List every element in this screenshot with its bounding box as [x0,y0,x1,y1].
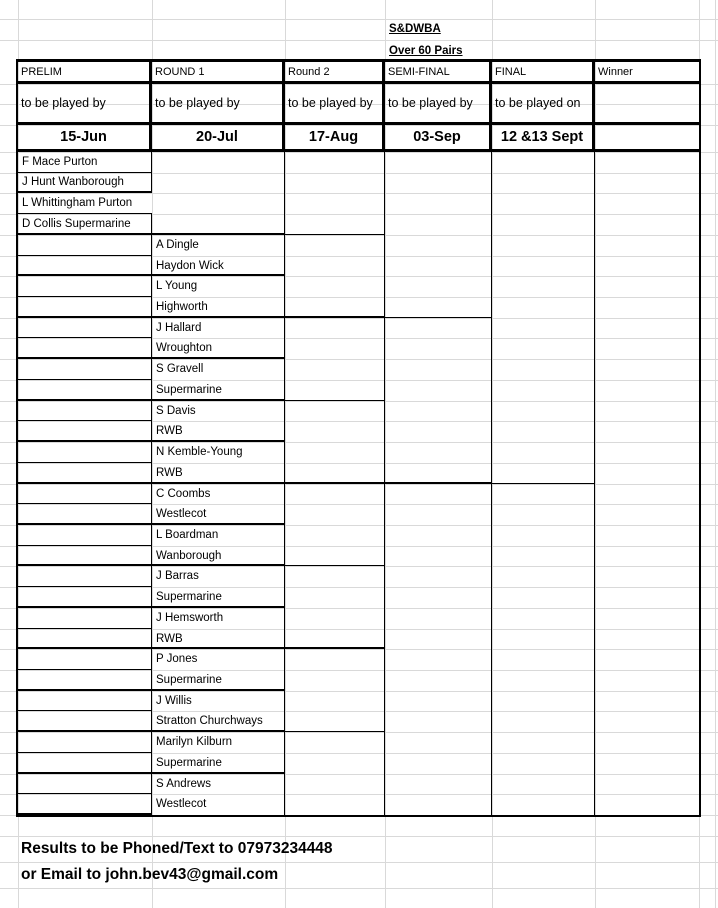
col-header-semi-final[interactable]: SEMI-FINAL [385,62,492,84]
round2-slot-2[interactable] [285,235,385,318]
prelim-empty-cell[interactable] [18,484,152,505]
round1-team-club: Highworth [156,301,208,314]
col-subheader-winner[interactable] [595,84,699,125]
col-date-round1[interactable]: 20-Jul [152,125,285,152]
prelim-empty-cell[interactable] [18,670,152,691]
col-header-prelim[interactable]: PRELIM [18,62,152,84]
round1-team-club: Westlecot [156,798,207,811]
col-date-prelim[interactable]: 15-Jun [18,125,152,152]
gridline [0,888,718,889]
round2-slot-3[interactable] [285,318,385,401]
round1-team-7[interactable] [152,484,285,525]
round2-slot-7[interactable] [285,649,385,732]
round1-team-13[interactable] [152,732,285,773]
prelim-empty-cell[interactable] [18,256,152,277]
col-date-round2[interactable]: 17-Aug [285,125,385,152]
round1-team-10[interactable] [152,608,285,649]
round1-team-name: N Kemble-Young [156,446,243,459]
round2-slot-5[interactable] [285,484,385,567]
round1-team-name: S Gravell [156,363,204,376]
semi-final-slot-2[interactable] [385,318,492,484]
round2-slot-6[interactable] [285,566,385,649]
prelim-empty-cell[interactable] [18,691,152,712]
round1-team-club: Stratton Churchways [156,715,263,728]
prelim-empty-cell[interactable] [18,276,152,297]
round1-team-9[interactable] [152,566,285,607]
prelim-empty-cell[interactable] [18,297,152,318]
round1-team-12[interactable] [152,691,285,732]
prelim-empty-cell[interactable] [18,380,152,401]
winner-slot[interactable] [595,152,699,815]
round1-team-name: S Davis [156,404,196,417]
col-header-final[interactable]: FINAL [492,62,595,84]
final-slot-2[interactable] [492,484,595,816]
prelim-empty-cell[interactable] [18,587,152,608]
prelim-empty-cell[interactable] [18,629,152,650]
prelim-empty-cell[interactable] [18,359,152,380]
prelim-empty-cell[interactable] [18,463,152,484]
round1-team-name: J Barras [156,570,199,583]
prelim-empty-cell[interactable] [18,649,152,670]
round1-team-name: J Willis [156,694,192,707]
round1-team-club: RWB [156,466,183,479]
round1-team-6[interactable] [152,442,285,483]
prelim-empty-cell[interactable] [18,608,152,629]
round1-team-club: Supermarine [156,673,222,686]
final-slot-1[interactable] [492,152,595,484]
gridline [0,19,718,20]
prelim-empty-cell[interactable] [18,525,152,546]
col-header-winner[interactable]: Winner [595,62,699,84]
prelim-empty-cell[interactable] [18,442,152,463]
round1-team-name: J Hallard [156,321,202,334]
round1-team-club: RWB [156,425,183,438]
col-date-final[interactable]: 12 &13 Sept [492,125,595,152]
prelim-empty-cell[interactable] [18,774,152,795]
prelim-empty-cell[interactable] [18,318,152,339]
sheet-title-line2: Over 60 Pairs [389,45,463,57]
gridline [715,0,716,908]
round1-team-name: L Boardman [156,528,219,541]
round1-team-club: Wroughton [156,342,213,355]
prelim-empty-cell[interactable] [18,794,152,815]
col-subheader-round1[interactable]: to be played by [152,84,285,125]
round1-team-club: Supermarine [156,756,222,769]
col-header-round1[interactable]: ROUND 1 [152,62,285,84]
round1-team-3[interactable] [152,318,285,359]
semi-final-slot-3[interactable] [385,484,492,816]
round1-team-club: RWB [156,632,183,645]
round1-team-club: Wanborough [156,549,222,562]
round2-slot-1[interactable] [285,152,385,235]
prelim-player-3[interactable]: L Whittingham Purton [18,193,152,214]
round1-slot-prelim-winners[interactable] [152,152,285,235]
round1-team-11[interactable] [152,649,285,690]
footer-contact-email: or Email to john.bev43@gmail.com [21,866,279,883]
col-date-semi-final[interactable]: 03-Sep [385,125,492,152]
round1-team-name: S Andrews [156,777,211,790]
prelim-player-2[interactable]: J Hunt Wanborough [18,173,152,194]
sheet-title-line1: S&DWBA [389,23,441,35]
prelim-empty-cell[interactable] [18,401,152,422]
round1-team-name: C Coombs [156,487,211,500]
col-subheader-final[interactable]: to be played on [492,84,595,125]
round1-team-8[interactable] [152,525,285,566]
round1-team-2[interactable] [152,276,285,317]
col-subheader-round2[interactable]: to be played by [285,84,385,125]
round1-team-name: P Jones [156,653,198,666]
round1-team-name: Marilyn Kilburn [156,736,233,749]
col-header-round2[interactable]: Round 2 [285,62,385,84]
prelim-empty-cell[interactable] [18,504,152,525]
gridline [0,40,718,41]
prelim-player-4[interactable]: D Collis Supermarine [18,214,152,235]
round1-team-club: Westlecot [156,508,207,521]
round1-team-club: Supermarine [156,383,222,396]
round1-team-5[interactable] [152,401,285,442]
semi-final-slot-1[interactable] [385,152,492,318]
round1-team-14[interactable] [152,774,285,815]
prelim-empty-cell[interactable] [18,711,152,732]
footer-contact-phone: Results to be Phoned/Text to 07973234448 [21,840,333,857]
col-subheader-semi-final[interactable]: to be played by [385,84,492,125]
prelim-empty-cell[interactable] [18,546,152,567]
round2-slot-8[interactable] [285,732,385,815]
round1-team-name: A Dingle [156,238,199,251]
round1-team-club: Supermarine [156,591,222,604]
round1-team-name: L Young [156,280,198,293]
prelim-empty-cell[interactable] [18,753,152,774]
prelim-empty-cell[interactable] [18,235,152,256]
prelim-empty-cell[interactable] [18,338,152,359]
prelim-empty-cell[interactable] [18,421,152,442]
prelim-empty-cell[interactable] [18,732,152,753]
bracket-table [16,59,701,817]
col-date-winner[interactable] [595,125,699,152]
round2-slot-4[interactable] [285,401,385,484]
round1-team-4[interactable] [152,359,285,400]
prelim-empty-cell[interactable] [18,566,152,587]
prelim-player-1[interactable]: F Mace Purton [18,152,152,173]
col-subheader-prelim[interactable]: to be played by [18,84,152,125]
round1-team-1[interactable] [152,235,285,276]
round1-team-name: J Hemsworth [156,611,224,624]
round1-team-club: Haydon Wick [156,259,224,272]
